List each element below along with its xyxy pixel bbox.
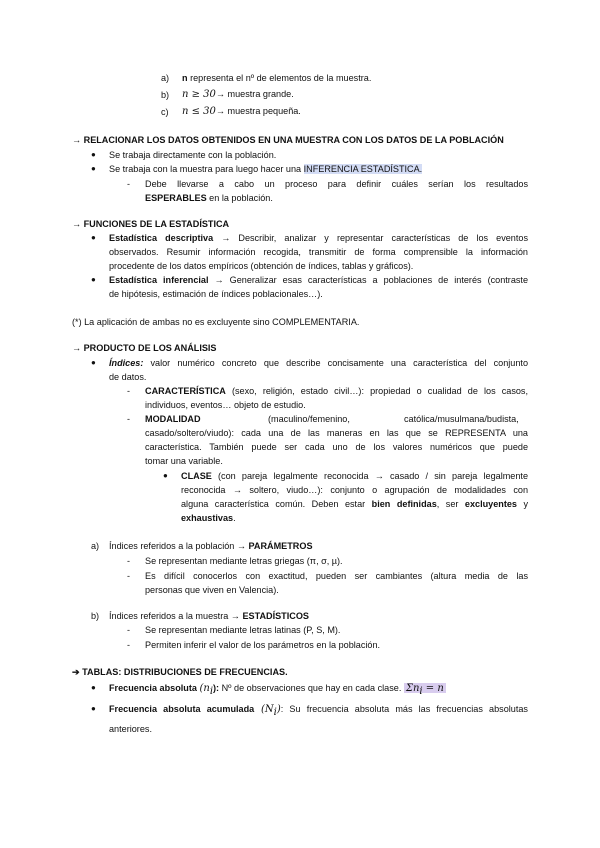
- sub-text: Se representan mediante letras griegas (π, σ, µ).: [145, 556, 343, 566]
- bullet-text: Se trabaja con la muestra para luego hacer una INFERENCIA ESTADÍSTICA.: [109, 164, 423, 174]
- dash-icon: -: [127, 625, 130, 635]
- bullet-text: Frecuencia absoluta acumulada $(N_i)$: Su frecuencia absoluta más las frecuencias absolutas: [109, 704, 528, 718]
- sub-text: Se representan mediante letras latinas (P, S, M).: [145, 625, 341, 635]
- sub-text: CARACTERÍSTICA (sexo, religión, estado civil…): propiedad o cualidad de los casos,: [145, 386, 528, 396]
- list-marker: c): [161, 107, 169, 117]
- sub-text: tomar una variable.: [145, 456, 223, 466]
- sub-text: individuos, eventos… objeto de estudio.: [145, 400, 306, 410]
- list-item: n ≤ 30→ muestra pequeña.: [182, 106, 301, 117]
- sub-text: ESPERABLES en la población.: [145, 193, 273, 203]
- sub-text: exhaustivas.: [181, 513, 236, 523]
- sub-text: CLASE (con pareja legalmente reconocida → casado / sin pareja legalmente: [181, 471, 528, 481]
- dash-icon: -: [127, 556, 130, 566]
- note-text: (*) La aplicación de ambas no es excluyente sino COMPLEMENTARIA.: [72, 317, 360, 327]
- section-heading: → PRODUCTO DE LOS ANÁLISIS: [72, 343, 217, 353]
- bullet-text: de datos.: [109, 372, 147, 382]
- bullet-icon: ●: [91, 358, 96, 367]
- bullet-icon: ●: [91, 275, 96, 284]
- list-marker: b): [161, 90, 170, 100]
- bullet-text: anteriores.: [109, 724, 152, 734]
- list-heading: Índices referidos a la muestra → ESTADÍSTICOS: [109, 611, 309, 621]
- bullet-icon: ●: [91, 683, 96, 692]
- sub-text: Es difícil conocerlos con exactitud, pueden ser cambiantes (altura media de las: [145, 571, 528, 581]
- bullet-text: Se trabaja directamente con la población.: [109, 150, 277, 160]
- list-marker: a): [91, 541, 100, 551]
- list-marker: a): [161, 73, 170, 83]
- bullet-icon: ●: [91, 233, 96, 242]
- dash-icon: -: [127, 179, 130, 189]
- sub-text: Permiten inferir el valor de los parámetros en la población.: [145, 640, 381, 650]
- bullet-text: Estadística inferencial → Generalizar esas características a poblaciones de interés (contraste: [109, 275, 529, 285]
- dash-icon: -: [127, 386, 130, 396]
- highlighted-text: INFERENCIA ESTADÍSTICA.: [303, 164, 423, 174]
- dash-icon: -: [127, 414, 130, 424]
- sub-text: característica. También puede ser cada uno de los valores numéricos que puede: [145, 442, 528, 452]
- list-heading: Índices referidos a la población → PARÁMETROS: [109, 541, 313, 551]
- sub-text: católica/musulmana/budista,: [404, 414, 519, 424]
- sub-text: reconocida → soltero, viudo…): conjunto o agrupación de modalidades con: [181, 485, 528, 495]
- formula: $\Sigma n_i = n$: [405, 683, 444, 697]
- sub-text: casado/soltero/viudo): cada una de las maneras en las que se REPRESENTA una: [145, 428, 528, 438]
- sub-text: Debe llevarse a cabo un proceso para definir cuáles serían los resultados: [145, 179, 528, 189]
- list-item: n representa el nº de elementos de la muestra.: [182, 73, 372, 83]
- list-item: n ≥ 30→ muestra grande.: [182, 89, 294, 100]
- bullet-icon: ●: [91, 164, 96, 173]
- sub-text: alguna característica común. Deben estar bien definidas, ser excluyentes y: [181, 499, 529, 509]
- bullet-text: Estadística descriptiva → Describir, analizar y representar características de los eventos: [109, 233, 528, 243]
- sub-text: (maculino/femenino,: [268, 414, 350, 424]
- section-heading: → FUNCIONES DE LA ESTADÍSTICA: [72, 219, 230, 229]
- sub-text: personas que viven en Valencia).: [145, 585, 279, 595]
- bullet-text: de hipótesis, estimación de índices poblacionales…).: [109, 289, 323, 299]
- bullet-icon: ●: [91, 704, 96, 713]
- bullet-text: Frecuencia absoluta $(n_i)$: Nº de observaciones que hay en cada clase. $\Sigma n_i = n$: [109, 683, 444, 697]
- section-heading: → RELACIONAR LOS DATOS OBTENIDOS EN UNA MUESTRA CON LOS DATOS DE LA POBLACIÓN: [72, 135, 504, 145]
- bullet-icon: ●: [91, 150, 96, 159]
- list-marker: b): [91, 611, 100, 621]
- section-heading: ➔ TABLAS: DISTRIBUCIONES DE FRECUENCIAS.: [72, 667, 288, 677]
- bullet-icon: ●: [163, 471, 168, 480]
- sub-term: MODALIDAD: [145, 414, 201, 424]
- bullet-text: observados. Resumir información recogida, transmitir de forma comprensible la información: [109, 247, 528, 257]
- bullet-text: Índices: valor numérico concreto que describe concisamente una característica del conjunto: [109, 358, 528, 368]
- bullet-text: procedente de los datos empíricos (obtención de índices, tablas y gráficos).: [109, 261, 414, 271]
- dash-icon: -: [127, 640, 130, 650]
- dash-icon: -: [127, 571, 130, 581]
